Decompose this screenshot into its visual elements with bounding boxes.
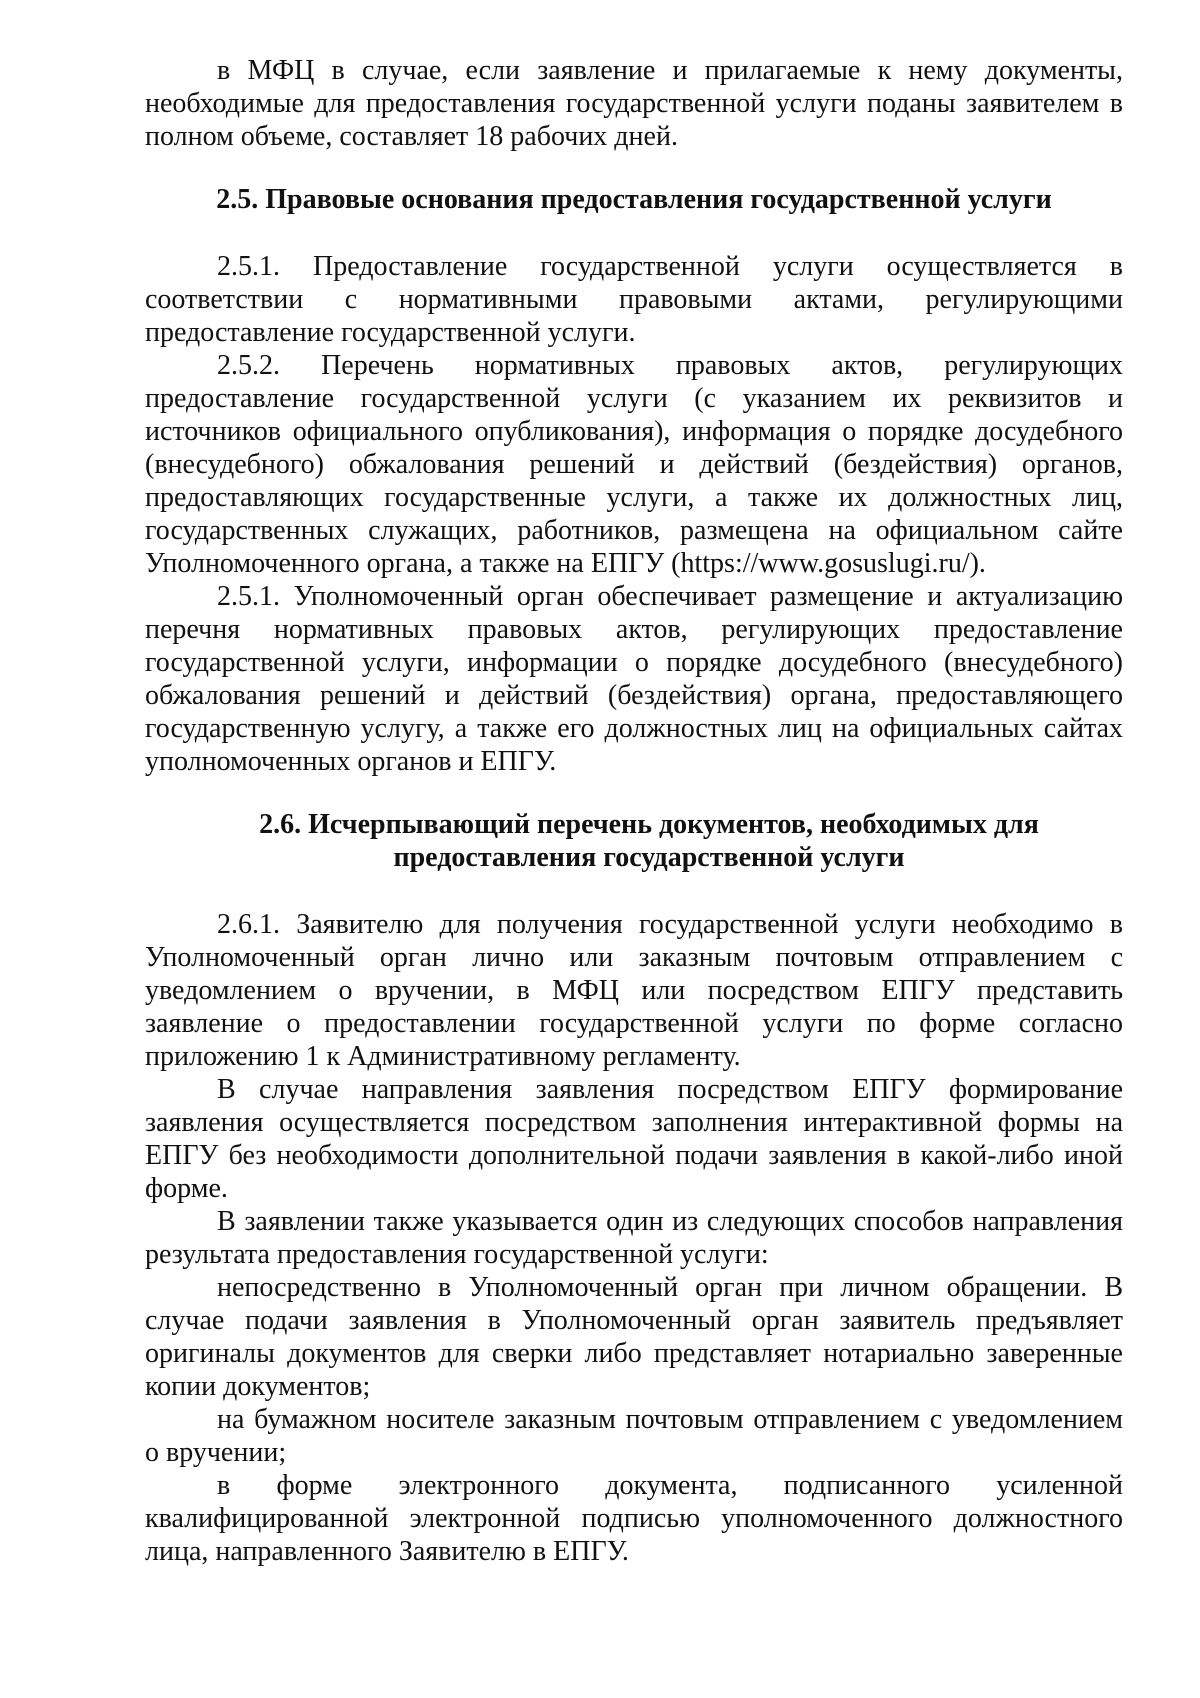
paragraph-2-5-1: 2.5.1. Предоставление государственной услуги осуществляется в соответствии с нормативными правовыми актами, регулирующими предоставление государственной услуги. [145,251,1123,348]
section-2-6-heading-line2: предоставления государственной услуги [393,842,905,873]
section-2-6-heading-line1: 2.6. Исчерпывающий перечень документов, необходимых для [259,809,1039,840]
paragraph-2-5-2: 2.5.2. Перечень нормативных правовых актов, регулирующих предоставление государственной услуги (с указанием их реквизитов и источников официального опубликования), информация о порядке досудебного (внесудебного) обжалования решений и действий (бездействия) органов, предоставляющих государственные услуги, а также их должностных лиц, государственных служащих, работников, размещена на официальном сайте Уполномоченного органа, а также на ЕПГУ (https://www.gosuslugi.ru/). [145,350,1123,579]
paragraph-result-methods: В заявлении также указывается один из следующих способов направления результата предоставления государственной услуги: [145,1206,1123,1270]
list-item-postal: на бумажном носителе заказным почтовым отправлением с уведомлением о вручении; [145,1404,1123,1468]
section-2-6-heading [145,808,1123,874]
document-body [145,54,1123,1568]
paragraph-epgu-form: В случае направления заявления посредством ЕПГУ формирование заявления осуществляется посредством заполнения интерактивной формы на ЕПГУ без необходимости дополнительной подачи заявления в какой-либо иной форме. [145,1074,1123,1204]
list-item-electronic: в форме электронного документа, подписанного усиленной квалифицированной электронной подписью уполномоченного должностного лица, направленного Заявителю в ЕПГУ. [145,1470,1123,1567]
paragraph-2-5-1-repeat: 2.5.1. Уполномоченный орган обеспечивает размещение и актуализацию перечня нормативных правовых актов, регулирующих предоставление государственной услуги, информации о порядке досудебного (внесудебного) обжалования решений и действий (бездействия) органа, предоставляющего государственную услугу, а также его должностных лиц на официальных сайтах уполномоченных органов и ЕПГУ. [145,581,1123,777]
list-item-in-person: непосредственно в Уполномоченный орган при личном обращении. В случае подачи заявления в Уполномоченный орган заявитель предъявляет оригиналы документов для сверки либо представляет нотариально заверенные копии документов; [145,1272,1123,1402]
paragraph-2-6-1: 2.6.1. Заявителю для получения государственной услуги необходимо в Уполномоченный орган лично или заказным почтовым отправлением с уведомлением о вручении, в МФЦ или посредством ЕПГУ представить заявление о предоставлении государственной услуги по форме согласно приложению 1 к Административному регламенту. [145,909,1123,1072]
continuation-paragraph: в МФЦ в случае, если заявление и прилагаемые к нему документы, необходимые для предоставления государственной услуги поданы заявителем в полном объеме, составляет 18 рабочих дней. [145,55,1123,152]
section-2-5-heading: 2.5. Правовые основания предоставления государственной услуги [216,184,1052,215]
